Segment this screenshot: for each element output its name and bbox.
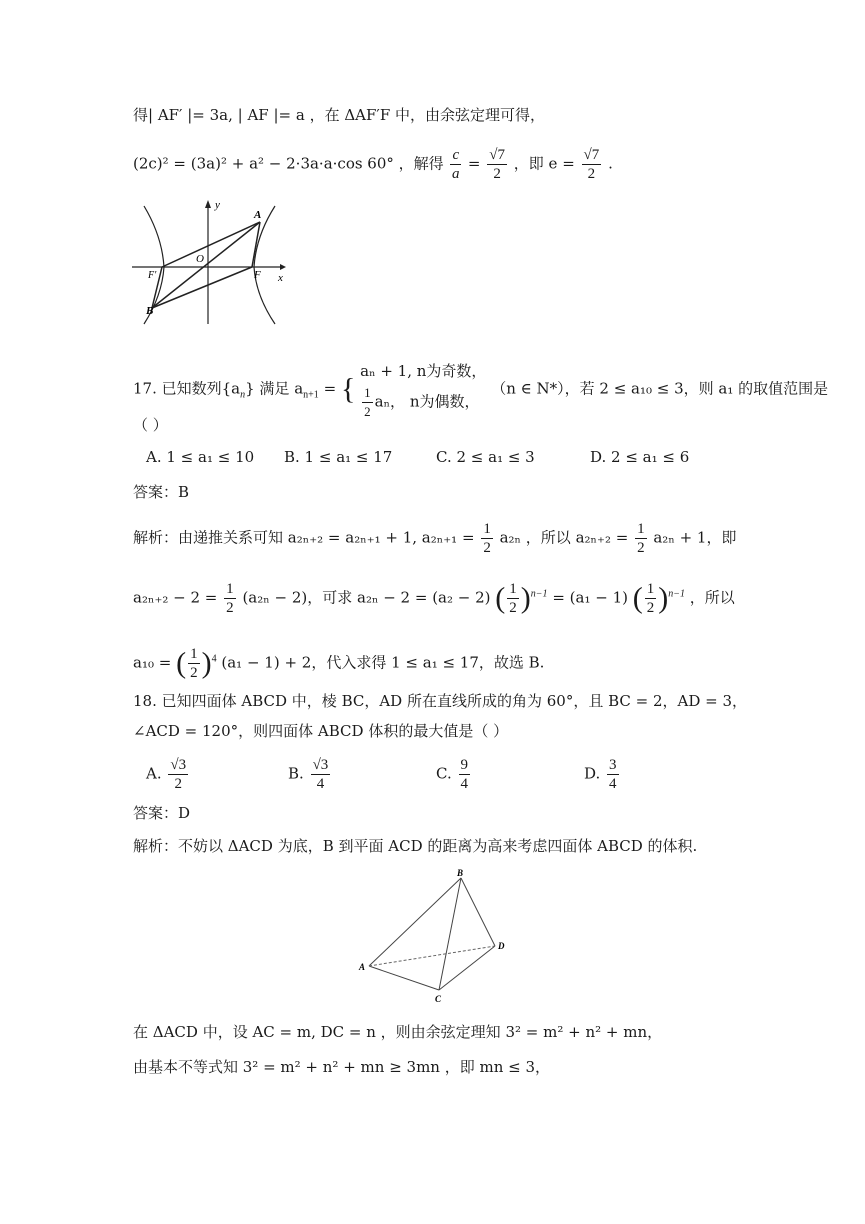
q17-solution-1: 解析：由递推关系可知 a₂ₙ₊₂ = a₂ₙ₊₁ + 1, a₂ₙ₊₁ = $\frac{1}{2}$ a₂ₙ ，所以 a₂ₙ₊₂ = $\frac{1}{2}$ a₂ₙ + 1，即 xyxy=(133,521,737,556)
fraction-sqrt7-over-2-b: $\frac{√7}{2}$ xyxy=(583,147,600,182)
q18-solution-2: 在 ΔACD 中，设 AC = m, DC = n ，则由余弦定理知 3² = m² + n² + mn， xyxy=(133,1023,663,1041)
fraction-c-over-a: $\frac{c}{a}$ xyxy=(452,147,460,182)
q17-option-d[interactable]: D. 2 ≤ a₁ ≤ 6 xyxy=(590,448,690,466)
tetrahedron-figure xyxy=(355,868,515,1010)
q18-stem-1: 18. 已知四面体 ABCD 中，棱 BC，AD 所在直线所成的角为 60°，且 BC = 2，AD = 3， xyxy=(133,692,748,710)
hyperbola-figure xyxy=(130,196,290,328)
q17-option-a[interactable]: A. 1 ≤ a₁ ≤ 10 xyxy=(146,448,255,466)
label-B: B xyxy=(457,868,464,878)
q17-paren: （ ） xyxy=(133,416,168,434)
q18-option-d[interactable]: D. $\frac{3}{4}$ xyxy=(584,757,617,792)
q17-solution-2: a₂ₙ₊₂ − 2 = $\frac{1}{2}$ (a₂ₙ − 2)，可求 a₂ₙ − 2 = (a₂ − 2) ( $\frac{1}{2}$ )$^{n-1}$ = (a₁ − 1) ( $\frac{1}{2}$ )$^{n-1}$ ，所以 xyxy=(133,581,735,616)
q18-option-b[interactable]: B. $\frac{√3}{4}$ xyxy=(288,757,329,792)
piecewise-cases: aₙ + 1, n为奇数， $\frac{1}{2}$ aₙ， n为偶数， xyxy=(360,362,487,419)
segment-B-F xyxy=(152,267,252,308)
q17-answer: 答案：B xyxy=(133,483,190,501)
q17-solution-3: a₁₀ = ( $\frac{1}{2}$ )$^4$ (a₁ − 1) + 2，代入求得 1 ≤ a₁ ≤ 17，故选 B. xyxy=(133,646,545,681)
label-x: x xyxy=(278,272,283,284)
label-A: A xyxy=(254,209,262,221)
label-F: F xyxy=(254,269,261,281)
label-F-prime: F′ xyxy=(148,270,157,281)
label-C: C xyxy=(435,994,442,1004)
q18-solution-3: 由基本不等式知 3² = m² + n² + mn ≥ 3mn ，即 mn ≤ 3， xyxy=(133,1058,551,1076)
prev-line-2: (2c)² = (3a)² + a² − 2·3a·a·cos 60° ，解得 $\frac{c}{a}$ = $\frac{√7}{2}$ ，即 e = $\frac{√7}{2}$ . xyxy=(133,147,613,182)
q17-stem: 17. 已知数列$\{a_n\}$ 满足 $a_{n+1}$ = { aₙ + 1, n为奇数， $\frac{1}{2}$ aₙ， n为偶数， （n ∈ N*），若 2 ≤ a₁₀ ≤ 3，则 a₁ 的取值范围是 xyxy=(133,358,828,421)
label-O: O xyxy=(196,253,204,265)
q18-answer: 答案：D xyxy=(133,804,191,822)
label-y: y xyxy=(215,199,220,211)
q17-option-c[interactable]: C. 2 ≤ a₁ ≤ 3 xyxy=(436,448,535,466)
segment-AB xyxy=(152,222,260,308)
q18-solution-1: 解析：不妨以 ΔACD 为底，B 到平面 ACD 的距离为高来考虑四面体 ABCD 的体积. xyxy=(133,837,698,855)
q18-stem-2: ∠ACD = 120°，则四面体 ABCD 体积的最大值是（ ） xyxy=(133,722,509,740)
label-A: A xyxy=(359,962,366,972)
q18-option-c[interactable]: C. $\frac{9}{4}$ xyxy=(436,757,468,792)
fraction-sqrt7-over-2: $\frac{√7}{2}$ xyxy=(489,147,505,182)
q17-option-b[interactable]: B. 1 ≤ a₁ ≤ 17 xyxy=(284,448,393,466)
prev-line-1: 得| AF′ |= 3a, | AF |= a ，在 ΔAF′F 中，由余弦定理可得， xyxy=(133,106,546,124)
label-B: B xyxy=(146,305,154,317)
y-axis-arrow xyxy=(205,200,211,208)
q18-option-a[interactable]: A. $\frac{√3}{2}$ xyxy=(146,757,187,792)
x-axis-arrow xyxy=(280,264,286,270)
label-D: D xyxy=(498,941,505,951)
segment-A-F xyxy=(252,222,260,267)
